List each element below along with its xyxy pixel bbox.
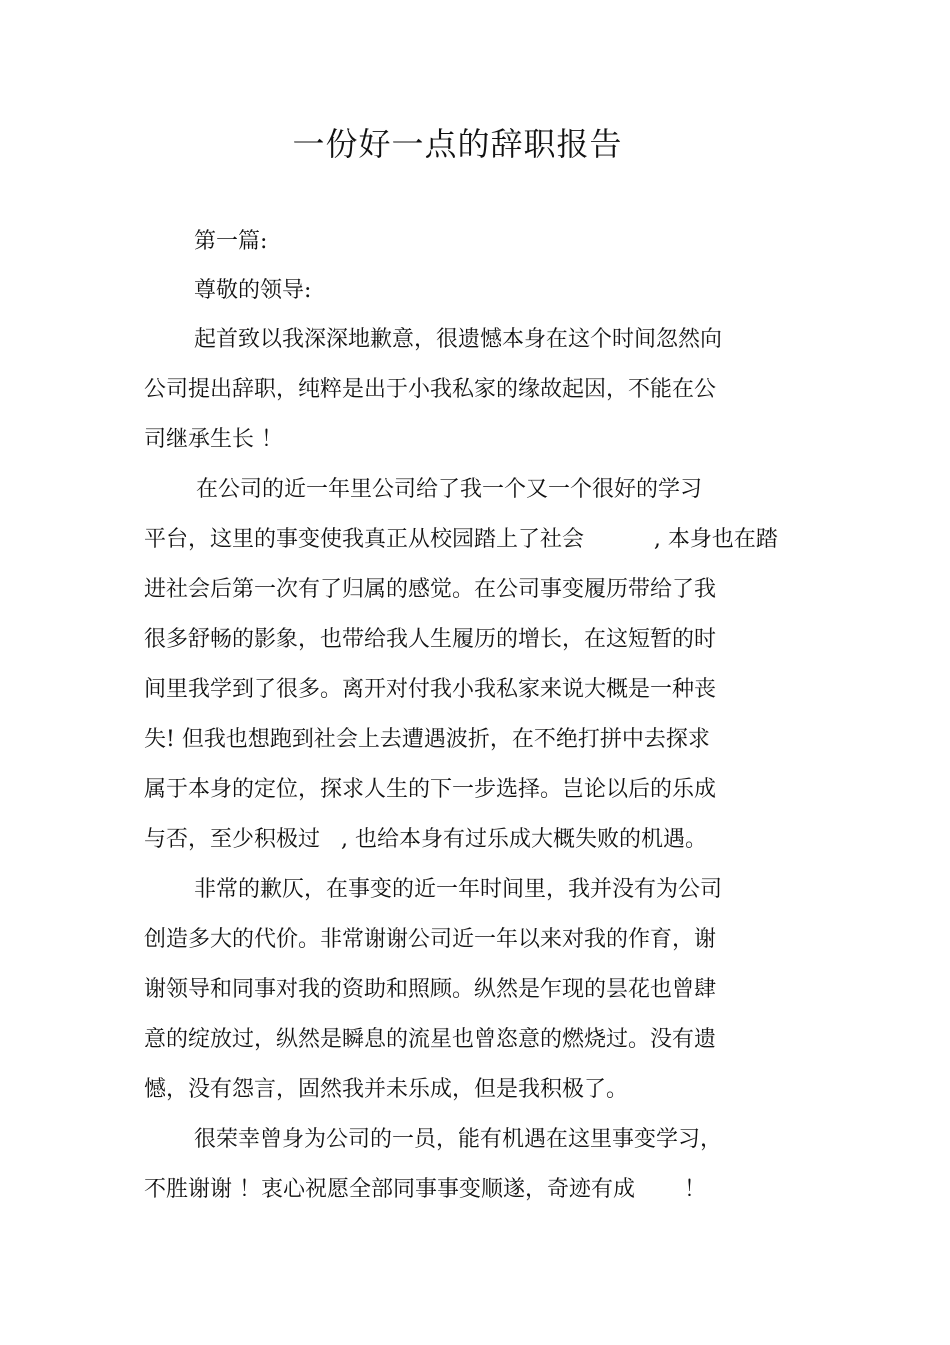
text-line: 公司提出辞职，纯粹是出于小我私家的缘故起因，不能在公 <box>144 377 717 402</box>
text-line: 很多舒畅的影象，也带给我人生履历的增长，在这短暂的时 <box>144 627 717 652</box>
text-line: 在公司的近一年里公司给了我一个又一个很好的学习 <box>196 477 703 502</box>
text-line: 进社会后第一次有了归属的感觉。在公司事变履历带给了我 <box>144 577 717 602</box>
text-line: 第一篇: <box>194 229 268 254</box>
text-line: 司继承生长 ！ <box>144 427 283 452</box>
text-line: 间里我学到了很多。离开对付我小我私家来说大概是一种丧 <box>144 677 717 702</box>
text-line: 创造多大的代价。非常谢谢公司近一年以来对我的作育，谢 <box>144 927 717 952</box>
text-line: 平台，这里的事变使我真正从校园踏上了社会 , 本身也在踏 <box>144 527 778 552</box>
text-line: 属于本身的定位，探求人生的下一步选择。岂论以后的乐成 <box>144 777 717 802</box>
text-line: 憾，没有怨言，固然我并未乐成，但是我积极了。 <box>144 1077 629 1102</box>
text-line: 不胜谢谢 ！衷心祝愿全部同事事变顺遂，奇迹有成 ！ <box>144 1177 706 1202</box>
text-line: 与否，至少积极过 , 也给本身有过乐成大概失败的机遇。 <box>144 827 707 852</box>
text-line: 尊敬的领导: <box>194 278 312 303</box>
text-line: 谢领导和同事对我的资助和照顾。纵然是乍现的昙花也曾肆 <box>144 977 717 1002</box>
document-title: 一份好一点的辞职报告 <box>292 125 623 163</box>
text-line: 意的绽放过，纵然是瞬息的流星也曾恣意的燃烧过。没有遗 <box>144 1027 717 1052</box>
text-line: 失! 但我也想跑到社会上去遭遇波折，在不绝打拼中去探求 <box>144 727 710 752</box>
text-line: 很荣幸曾身为公司的一员，能有机遇在这里事变学习， <box>194 1127 723 1152</box>
text-line: 起首致以我深深地歉意，很遗憾本身在这个时间忽然向 <box>194 327 723 352</box>
text-line: 非常的歉仄，在事变的近一年时间里，我并没有为公司 <box>194 877 723 902</box>
